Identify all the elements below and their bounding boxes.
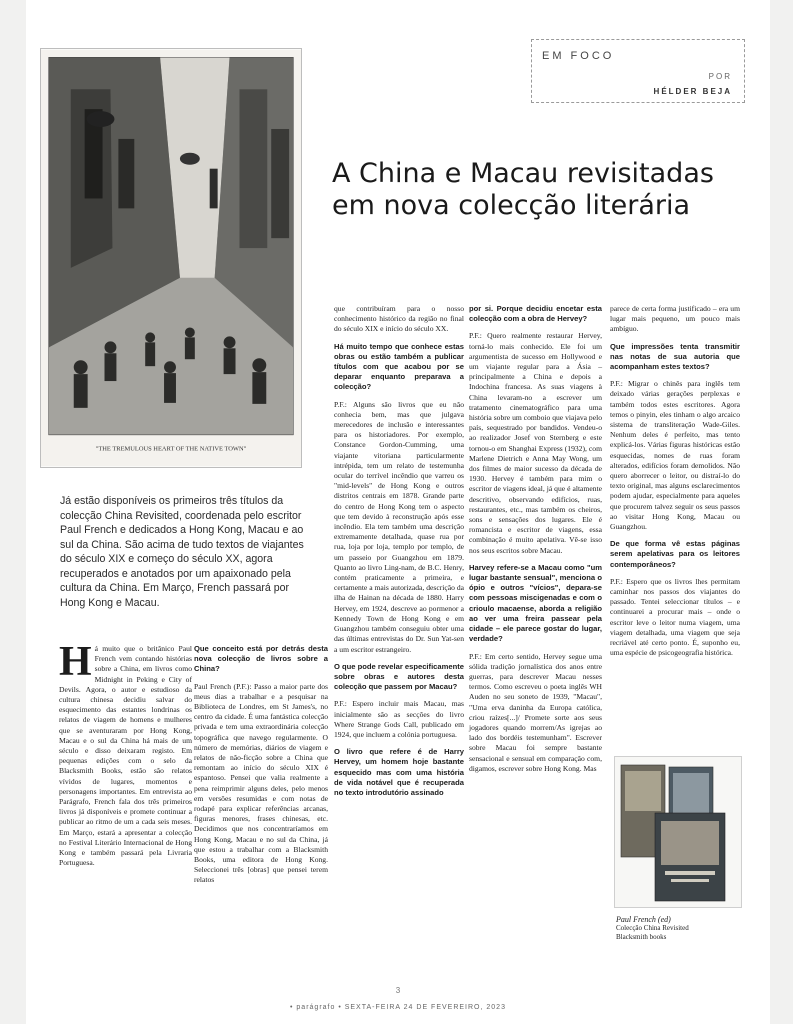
book-covers-illustration xyxy=(615,757,741,907)
answer-7: P.F.: Espero que os livros lhes permitam caminhar nos passos dos viajantes do passado. Tentei seleccionar títulos – e continuarei a procurar mais – onde o escritor leve o leitor numa viagem, uma viagem detalhada, uma viagem que seja recriável até certo ponto. É, suponho eu, uma espécie de psicogeografia histórica. xyxy=(610,576,740,658)
book-caption-editor: Paul French (ed) xyxy=(616,915,671,924)
answer-1-continued: que contribuíram para o nosso conhecimento histórico da região no final do século XIX e início do século XX. xyxy=(334,304,464,334)
byline-author: HÉLDER BEJA xyxy=(653,87,732,96)
question-6: Que impressões tenta transmitir nas notas de sua autoria que acompanham estes textos? xyxy=(610,341,740,372)
article-lead: Já estão disponíveis os primeiros três títulos da colecção China Revisited, coordenada pelo escritor Paul French e dedicados a Hong Kong, Macau e ao sul da China. São acima de tudo textos de viajantes do século XIX e começo do século XX, agora recuperados e anotados por um apaixonado pela cultura da China. Em Março, French passará por Hong Kong e Macau. xyxy=(60,495,304,609)
question-2: Há muito tempo que conhece estas obras ou estão também a publicar títulos com que acabou por se deparar enquanto preparava a colecção? xyxy=(334,341,464,392)
answer-3: P.F.: Espero incluir mais Macau, mas inicialmente são as secções do livro Where Strange Gods Call, publicado em 1924, que incluem a colónia portuguesa. xyxy=(334,699,464,739)
article-column-5 xyxy=(610,304,740,666)
article-column-4 xyxy=(469,304,602,781)
byline-por: POR xyxy=(708,72,732,81)
drop-cap: H xyxy=(59,639,92,685)
answer-2: P.F.: Alguns são livros que eu não conhecia bem, mas que julgava merecedores de inclusão e interessantes para os historiadores. Por exemplo, Constance Gordon-Cumming, uma viajante vitoriana particularmente intrépida, tem um relato de testemunha ocular do terrível incêndio que varreu os "mid-levels" de Hong Kong e outros distritos centrais em 1878. Grande parte do centro de Hong Kong tem o aspecto que tem devido à reconstrução após esse incêndio. Ela tem também uma descrição extremamente detalhada, quase rua por rua, loja por loja, templo por templo, de um passeio por Guangzhou em 1879. Quanto ao livro Ling-nam, de B.C. Henry, contém praticamente a primeira, e certamente a mais autorizada, descrição da ilha de Hainan na década de 1880. Harry Hervey, em 1924, descreve ao pormenor a Kennedy Town de Hong Kong e em Guangzhou também conseguiu obter uma das últimas entrevistas do Dr. Sun Yat-sen a um escritor estrangeiro. xyxy=(334,399,464,654)
article-column-3 xyxy=(334,304,464,805)
answer-5: P.F.: Em certo sentido, Hervey segue uma sólida tradição jornalística dos anos entre guerras, para descrever Macau nesses termos. Como escreveu o poeta inglês WH Auden no seu soneto de 1939, "Macau", "Uma erva daninha da Europa católica, criou raízes[...]/ Promete sorte aos seus jogadores quando morrem/As igrejas ao lado dos bordéis testemunham". Escrever sobre Macau foi sempre bastante sensacional e sensual em comparação com, digamos, escrever sobre Hong Kong. Mas xyxy=(469,651,602,773)
question-4-continued: por si. Porque decidiu encetar esta colecção com a obra de Hervey? xyxy=(469,304,602,324)
question-1: Que conceito está por detrás desta nova colecção de livros sobre a China? xyxy=(194,644,328,674)
book-caption-collection: Colecção China Revisited xyxy=(616,924,689,932)
article-column-1 xyxy=(59,639,192,875)
answer-4: P.F.: Quero realmente restaurar Hervey, torná-lo mais conhecido. Ele foi um argumentista de sucesso em Hollywood e um viajante regular para a Ásia – principalmente a China e depois a Indochina francesa. As suas viagens à China levaram-no a escrever um tratamento cinematográfico para uma história sobre um comboio que viajava pelo país, sequestrado por bandidos. Vendeu-o ao realizador Josef von Sternberg e este tornou-o em Shanghai Express (1932), com Marlene Dietrich e Anna May Wong, um dos filmes de maior sucesso da década de 1930. Hervey é também para mim o escritor de viagens ideal, já que é altamente descritivo, observando edifícios, ruas, restaurantes, etc., mas também os cheiros, sons e sensações dos lugares. Ele é romancista e escritor de viagens, essa combinação é muito apelativa. Vê-se isso nos seus escritos sobre Macau. xyxy=(469,331,602,555)
book-caption xyxy=(616,915,744,942)
article-headline: A China e Macau revisitadas em nova colecção literária xyxy=(332,158,714,221)
answer-5-continued: parece de certa forma justificado – era um lugar mais pequeno, um pouco mais ambíguo. xyxy=(610,304,740,334)
question-5: Harvey refere-se a Macau como "um lugar bastante sensual", menciona o ópio e outros "vícios", depara-se com pessoas miscigenadas e com o crioulo macaense, aborda a religião ao ver uma freira passear pela cidade – ele parece gostar do lugar, verdade? xyxy=(469,562,602,644)
page-number: 3 xyxy=(395,986,401,995)
answer-6: P.F.: Migrar o chinês para inglês tem deixado várias gerações perplexas e também todos estes escritores. Agora temos o pinyin, eles tinham o algo arcaico sistema de transliteração Wade-Giles. Nenhum deles é perfeito, mas tento explicá-los. Várias figuras históricas estão esquecidas, nomes de ruas foram alterados, edifícios foram demolidos. Não quero aborrecer o leitor, ou distraí-lo do texto original, mas alguns esclarecimentos podem ajudar, especialmente para aqueles que procurem talvez seguir os seus passos ao visitar Hong Kong, Macau ou Guangzhou. xyxy=(610,379,740,532)
section-tag: EM FOCO xyxy=(542,50,615,62)
article-column-2 xyxy=(194,644,328,893)
intro-paragraph: Há muito que o britânico Paul French vem contando histórias sobre a China, em livros como Midnight in Peking e City of Devils. Agora, o autor e estudioso da cultura chinesa decidiu salvar do esquecimento das estantes londrinas os relatos de viagem de homens e mulheres que se aventuraram por Hong Kong, Macau e o sul da China há mais de um século e disso deixaram registo. Em pequenas edições com o selo da Blacksmith Books, estão são relatos vívidos de lugares, momentos e personagens importantes. Em entrevista ao Parágrafo, French fala dos três primeiros livros já disponíveis e promete continuar a publicar ao ritmo de um a cada seis meses. Em Março, estará a apresentar a colecção no Festival Literário Internacional de Hong Kong e também passará pela Livraria Portuguesa. xyxy=(59,639,192,868)
engraving-illustration xyxy=(40,48,302,468)
section-box xyxy=(531,39,745,103)
question-4: O livro que refere é de Harry Hervey, um homem hoje bastante esquecido mas com uma história de vida notável que é recuperada no texto introdutório assinado xyxy=(334,747,464,797)
engraving-caption: "THE TREMULOUS HEART OF THE NATIVE TOWN" xyxy=(95,445,247,453)
answer-1: Paul French (P.F.): Passo a maior parte dos meus dias a trabalhar e a pesquisar na Biblioteca de Londres, em St James's, no centro da cidade. É uma fantástica colecção privada e tem uma extraordinária colecção topográfica que navego regularmente. O número de memórias, diários de viagem e relatos de não-ficção sobre a China que remontam ao início do século XIX é espantoso. Pensei que valia realmente a pena reimprimir alguns deles, pelo menos em versões resumidas e com notas de rodapé para explicar referências arcanas, figuras menores, frases chinesas, etc. Decidimos que nos concentraríamos em Hong Kong, Macau e no sul da China, já que estou a trabalhar com a Blacksmith Books, uma editora de Hong Kong. Seleccionei três [obras] que pensei terem relatos xyxy=(194,681,328,885)
book-covers-image xyxy=(614,756,742,908)
street-scene-engraving xyxy=(41,49,301,467)
footer-brand-date: • parágrafo • SEXTA-FEIRA 24 DE FEVEREIRO, 2023 xyxy=(290,1004,506,1011)
newspaper-page xyxy=(26,0,770,1024)
question-7: De que forma vê estas páginas serem apelativas para os leitores contemporâneos? xyxy=(610,539,740,569)
question-3: O que pode revelar especificamente sobre obras e autores desta colecção que passem por Macau? xyxy=(334,661,464,692)
book-caption-publisher: Blacksmith books xyxy=(616,933,667,941)
